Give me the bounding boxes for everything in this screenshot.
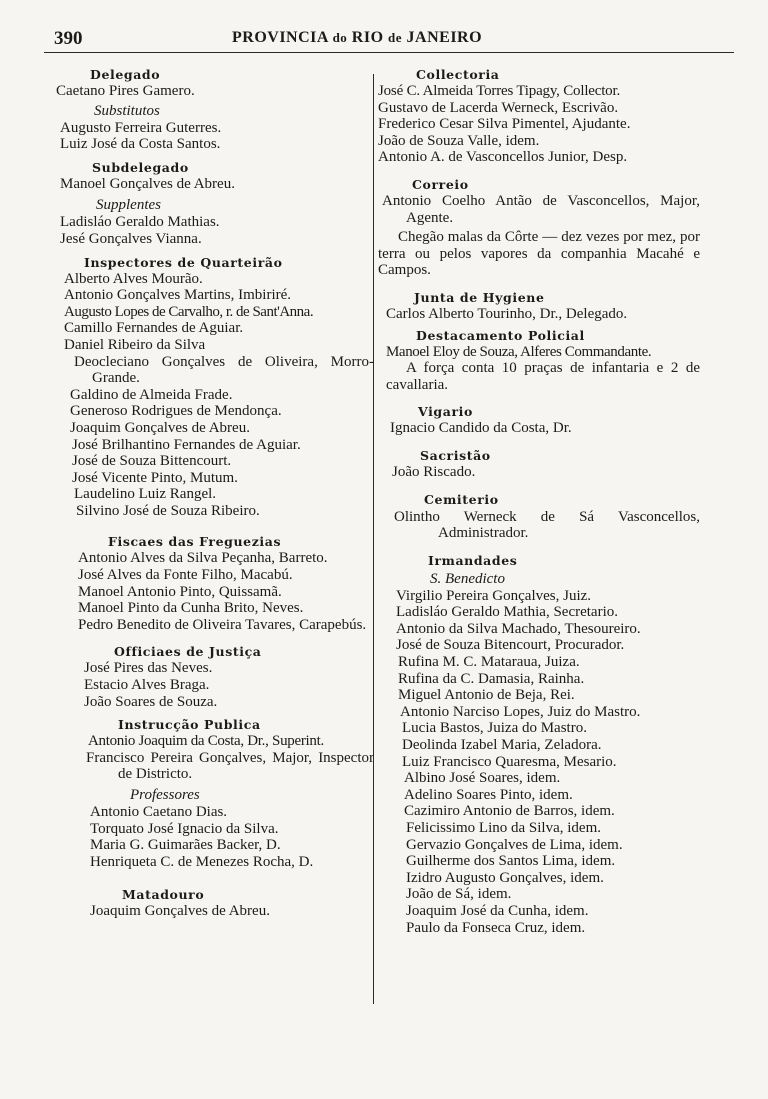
- list-item: Augusto Ferreira Guterres.: [60, 119, 222, 136]
- running-title: PROVINCIA do RIO de JANEIRO: [232, 29, 483, 46]
- list-item: Camillo Fernandes de Aguiar.: [64, 320, 244, 337]
- list-item: Manoel Antonio Pinto, Quissamã.: [78, 583, 282, 600]
- section-heading: Junta de Hygiene: [414, 289, 545, 305]
- list-item: Deocleciano Gonçalves de Oliveira, Morro-Grande.: [74, 353, 374, 387]
- list-item: Manoel Gonçalves de Abreu.: [60, 175, 235, 192]
- list-item: José Vicente Pinto, Mutum.: [72, 469, 238, 486]
- list-item: Paulo da Fonseca Cruz, idem.: [406, 919, 586, 936]
- officiaes-list: [56, 660, 374, 710]
- section-heading: Sacristão: [420, 447, 491, 463]
- list-item: Carlos Alberto Tourinho, Dr., Delegado.: [386, 305, 628, 322]
- list-item: José Pires das Neves.: [84, 660, 213, 677]
- correio-note: Chegão malas da Côrte — dez vezes por mez, por terra ou pelos vapores da companhia Macahé e Campos.: [378, 229, 700, 279]
- section-heading: Inspectores de Quarteirão: [84, 254, 283, 270]
- list-item: José Alves da Fonte Filho, Macabú.: [78, 567, 293, 584]
- list-item: Adelino Soares Pinto, idem.: [404, 786, 573, 803]
- list-item: Maria G. Guimarães Backer, D.: [90, 837, 281, 854]
- list-item: Joaquim Gonçalves de Abreu.: [90, 903, 270, 920]
- section-subheading: S. Benedicto: [430, 570, 505, 587]
- section-subheading: Professores: [130, 787, 200, 803]
- list-item: Virgilio Pereira Gonçalves, Juiz.: [396, 587, 592, 604]
- irmandades-list: [378, 588, 700, 936]
- list-item: Ladisláo Geraldo Mathia, Secretario.: [396, 604, 618, 621]
- list-item: Generoso Rodrigues de Mendonça.: [70, 403, 282, 420]
- list-item: Augusto Lopes de Carvalho, r. de Sant'Anna.: [64, 303, 314, 320]
- section-heading: Subdelegado: [92, 159, 189, 175]
- list-item: Daniel Ribeiro da Silva: [64, 336, 206, 353]
- list-item: José Brilhantino Fernandes de Aguiar.: [72, 436, 301, 453]
- list-item: Alberto Alves Mourão.: [64, 270, 203, 287]
- list-item: Antonio Narciso Lopes, Juiz do Mastro.: [400, 703, 641, 720]
- list-item: Antonio Gonçalves Martins, Imbiriré.: [64, 287, 292, 304]
- list-item: Manoel Pinto da Cunha Brito, Neves.: [78, 600, 304, 617]
- list-item: Guilherme dos Santos Lima, idem.: [406, 853, 616, 870]
- section-heading: Instrucção Publica: [118, 717, 261, 733]
- list-item: Gustavo de Lacerda Werneck, Escrivão.: [378, 99, 619, 116]
- section-subheading: Substitutos: [94, 102, 160, 119]
- page-header: [44, 26, 734, 53]
- list-item: José C. Almeida Torres Tipagy, Collector.: [378, 83, 620, 99]
- section-heading: Fiscaes das Freguezias: [108, 534, 282, 550]
- professores-list: [56, 804, 374, 870]
- list-item: Pedro Benedito de Oliveira Tavares, Carapebús.: [78, 616, 367, 633]
- list-item: Torquato José Ignacio da Silva.: [90, 820, 279, 837]
- destacamento-note: A força conta 10 praças de infantaria e 2 de cavallaria.: [386, 360, 700, 393]
- list-item: João Soares de Souza.: [84, 693, 218, 710]
- list-item: Luiz José da Costa Santos.: [60, 136, 221, 153]
- list-item: Ignacio Candido da Costa, Dr.: [390, 420, 572, 437]
- inspectores-list: [56, 271, 374, 520]
- list-item: Ladisláo Geraldo Mathias.: [60, 214, 220, 231]
- list-item: Rufina M. C. Mataraua, Juiza.: [398, 654, 580, 671]
- section-heading: Officiaes de Justiça: [114, 644, 262, 660]
- list-item: Deolinda Izabel Maria, Zeladora.: [402, 737, 602, 754]
- section-heading: Irmandades: [428, 552, 518, 568]
- list-item: Gervazio Gonçalves de Lima, idem.: [406, 836, 623, 853]
- list-item: Rufina da C. Damasia, Rainha.: [398, 670, 585, 687]
- list-item: Francisco Pereira Gonçalves, Major, Inspector de Districto.: [86, 749, 374, 783]
- list-item: Felicissimo Lino da Silva, idem.: [406, 820, 601, 836]
- section-heading: Matadouro: [122, 887, 205, 903]
- list-item: Antonio A. de Vasconcellos Junior, Desp.: [378, 149, 628, 166]
- list-item: Jesé Gonçalves Vianna.: [60, 230, 202, 247]
- section-heading: Delegado: [90, 67, 161, 82]
- list-item: Antonio da Silva Machado, Thesoureiro.: [396, 620, 641, 637]
- fiscaes-list: [56, 550, 374, 633]
- list-item: Estacio Alves Braga.: [84, 677, 210, 694]
- list-item: Laudelino Luiz Rangel.: [74, 486, 217, 503]
- list-item: Caetano Pires Gamero.: [56, 83, 195, 99]
- list-item: Albino José Soares, idem.: [404, 770, 561, 787]
- list-item: Luiz Francisco Quaresma, Mesario.: [402, 753, 617, 770]
- list-item: Silvino José de Souza Ribeiro.: [76, 502, 260, 519]
- list-item: José de Souza Bitencourt, Procurador.: [396, 637, 625, 654]
- list-item: Lucia Bastos, Juiza do Mastro.: [402, 720, 587, 737]
- list-item: Joaquim José da Cunha, idem.: [406, 902, 589, 919]
- list-item: Antonio Caetano Dias.: [90, 804, 228, 820]
- list-item: Izidro Augusto Gonçalves, idem.: [406, 869, 604, 886]
- list-item: Antonio Alves da Silva Peçanha, Barreto.: [78, 550, 328, 567]
- list-item: Cazimiro Antonio de Barros, idem.: [404, 803, 615, 820]
- list-item: João de Souza Valle, idem.: [378, 132, 540, 149]
- list-item: João de Sá, idem.: [406, 886, 512, 903]
- list-item: Antonio Coelho Antão de Vasconcellos, Major, Agente.: [382, 192, 700, 226]
- list-item: Henriqueta C. de Menezes Rocha, D.: [90, 853, 314, 870]
- right-column: [378, 66, 700, 936]
- list-item: João Riscado.: [392, 463, 476, 480]
- list-item: Miguel Antonio de Beja, Rei.: [398, 687, 575, 704]
- section-heading: Destacamento Policial: [416, 327, 585, 343]
- list-item: Olintho Werneck de Sá Vasconcellos, Administrador.: [394, 508, 700, 542]
- list-item: Joaquim Gonçalves de Abreu.: [70, 419, 250, 436]
- list-item: Antonio Joaquim da Costa, Dr., Superint.: [88, 733, 324, 750]
- section-heading: Correio: [412, 176, 469, 192]
- left-column: [56, 66, 374, 920]
- instruccao-list: [56, 733, 374, 783]
- section-heading: Collectoria: [416, 67, 500, 82]
- section-heading: Cemiterio: [424, 491, 499, 507]
- list-item: Galdino de Almeida Frade.: [70, 386, 233, 403]
- list-item: José de Souza Bittencourt.: [72, 453, 232, 470]
- section-delegado: [56, 66, 374, 83]
- list-item: Frederico Cesar Silva Pimentel, Ajudante.: [378, 116, 631, 133]
- page-number: 390: [54, 28, 83, 49]
- section-subheading: Supplentes: [96, 197, 161, 214]
- section-heading: Vigario: [418, 404, 473, 420]
- list-item: Manoel Eloy de Souza, Alferes Commandante.: [386, 343, 652, 360]
